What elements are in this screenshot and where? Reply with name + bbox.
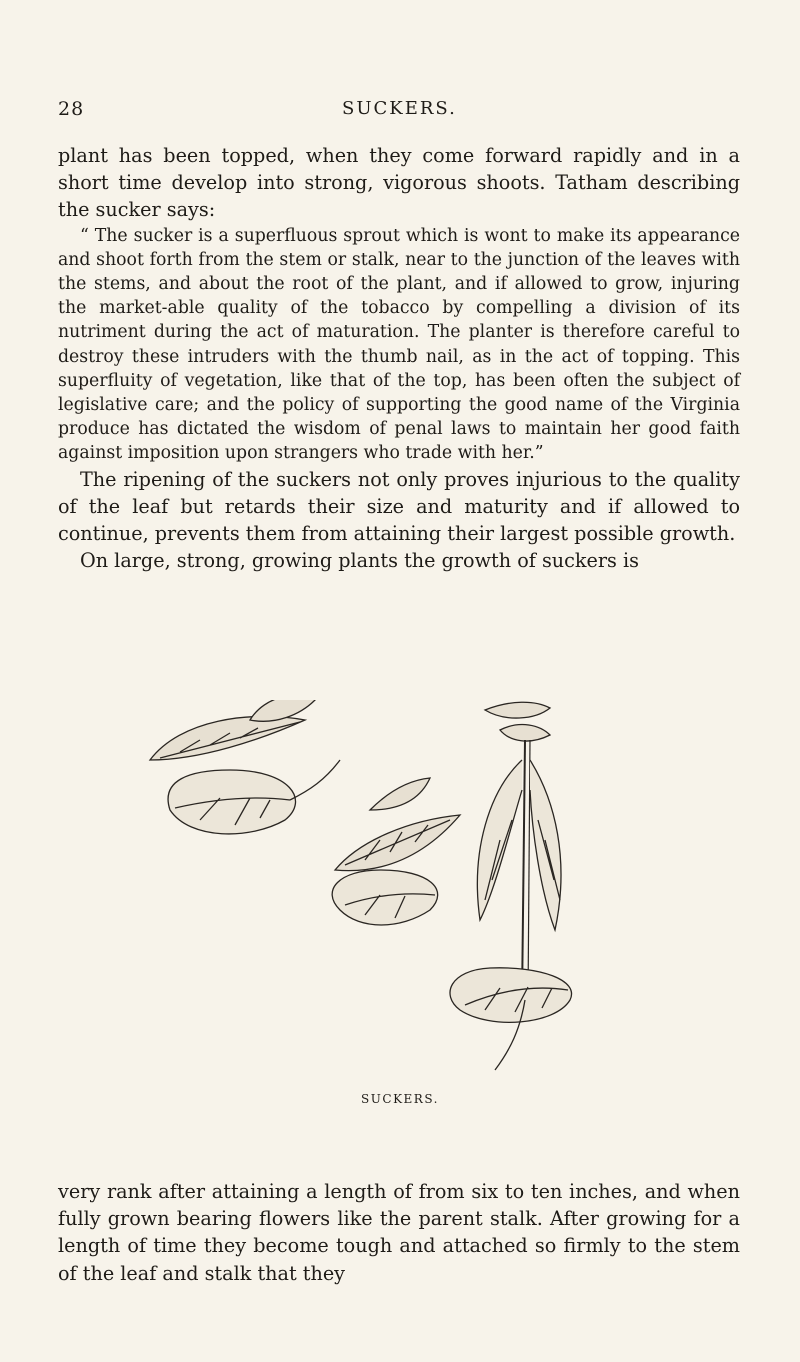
page-header	[0, 98, 800, 124]
paragraph-4: very rank after attaining a length of from six to ten inches, and when fully grown bearing flowers like the parent stalk. After growing for a length of time they become tough and attached so firmly to the stem of the leaf and stalk that they	[58, 1180, 740, 1285]
left-sucker-sprig	[150, 700, 340, 834]
figure-caption: SUCKERS.	[361, 1092, 439, 1106]
body-text-bottom	[58, 1178, 740, 1287]
paragraph-3: On large, strong, growing plants the growth of suckers is	[80, 549, 639, 573]
running-title: SUCKERS.	[342, 98, 457, 119]
middle-sucker-sprig	[332, 778, 460, 925]
right-sucker-stalk	[450, 702, 572, 1070]
paragraph-2: The ripening of the suckers not only proves injurious to the quality of the leaf but retards their size and maturity and if allowed to continue, prevents them from attaining their largest possible growth.	[58, 467, 740, 546]
block-quote: “ The sucker is a superfluous sprout which is wont to make its appearance and shoot forth from the stem or stalk, near to the junction of the leaves with the stems, and about the root of the plant, and if allowed to grow, injuring the market-able quality of the tobacco by compelling a division of its nutriment during the act of maturation. The planter is therefore careful to destroy these intruders with the thumb nail, as in the act of topping. This superfluity of vegetation, like that of the top, has been often the subject of legislative care; and the policy of supporting the good name of the Virginia produce has dictated the wisdom of penal laws to maintain her good faith against imposition upon strangers who trade with her.”	[58, 225, 740, 464]
page-number: 28	[58, 98, 85, 120]
suckers-figure	[140, 700, 660, 1106]
suckers-illustration	[140, 700, 660, 1090]
paragraph-1: plant has been topped, when they come forward rapidly and in a short time develop into strong, vigorous shoots. Tatham describing the sucker says:	[58, 144, 740, 222]
body-text-top	[58, 142, 740, 574]
